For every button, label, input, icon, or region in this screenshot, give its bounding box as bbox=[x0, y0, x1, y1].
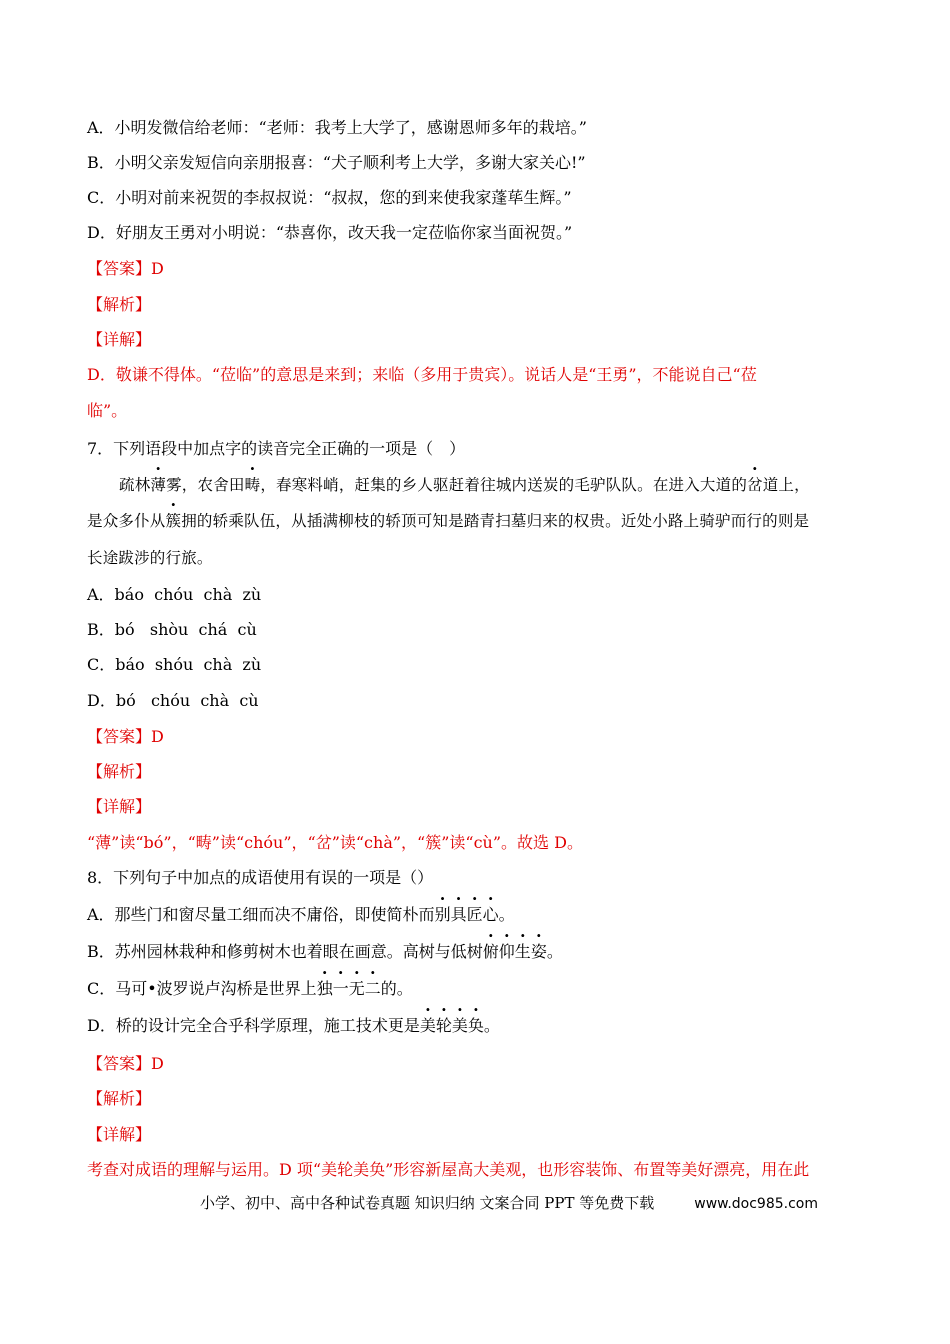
q8-detail: 【详解】 bbox=[87, 1125, 152, 1144]
dotted-char: 轮 bbox=[435, 1016, 452, 1035]
q8-stem: 8．下列句子中加点的成语使用有误的一项是（） bbox=[87, 868, 434, 887]
q7-option-d: D．bó chóu chà cù bbox=[87, 691, 259, 710]
dotted-char: 匠 bbox=[466, 905, 483, 924]
q6-answer: 【答案】D bbox=[87, 259, 164, 278]
dotted-char: 一 bbox=[332, 979, 349, 998]
q7-option-b: B．bó shòu chá cù bbox=[87, 620, 257, 639]
q7-dotted-char-chou: 畴 bbox=[244, 476, 261, 494]
q6-option-d: D．好朋友王勇对小明说：“恭喜你，改天我一定莅临你家当面祝贺。” bbox=[87, 223, 573, 242]
q7-answer: 【答案】D bbox=[87, 727, 164, 746]
q7-analysis: 【解析】 bbox=[87, 762, 152, 781]
q7-stem: 7．下列语段中加点字的读音完全正确的一项是（ ） bbox=[87, 439, 466, 458]
dotted-char: 具 bbox=[450, 905, 467, 924]
footer-url-link[interactable]: www.doc985.com bbox=[694, 1196, 819, 1212]
q7-detail: 【详解】 bbox=[87, 797, 152, 816]
q8-dotted-idiom-b bbox=[483, 942, 547, 961]
q6-explanation-line1: D．敬谦不得体。“莅临”的意思是来到；来临（多用于贵宾）。说话人是“王勇”，不能说自己“莅 bbox=[87, 365, 757, 384]
q8-dotted-idiom-a bbox=[435, 905, 499, 924]
q8-dotted-idiom-d bbox=[420, 1016, 484, 1035]
q6-analysis: 【解析】 bbox=[87, 295, 152, 314]
q6-option-c: C．小明对前来祝贺的李叔叔说：“叔叔，您的到来使我家蓬荜生辉。” bbox=[87, 188, 572, 207]
q8-explanation: 考查对成语的理解与运用。D 项“美轮美奂”形容新屋高大美观，也形容装饰、布置等美好漂亮，用在此 bbox=[87, 1160, 810, 1179]
q6-detail: 【详解】 bbox=[87, 330, 152, 349]
q6-explanation-line2: 临”。 bbox=[87, 401, 128, 420]
dotted-char: 生 bbox=[514, 942, 531, 961]
q8-option-c: C．马可•波罗说卢沟桥是世界上独一无二的。 bbox=[87, 979, 413, 998]
q6-option-b: B．小明父亲发短信向亲朋报喜：“犬子顺利考上大学，多谢大家关心!” bbox=[87, 153, 586, 172]
dotted-char: 俯 bbox=[482, 942, 499, 961]
footer-text: 小学、初中、高中各种试卷真题 知识归纳 文案合同 PPT 等免费下载 bbox=[200, 1194, 655, 1212]
q7-dotted-char-cha: 岔 bbox=[747, 476, 763, 494]
q6-option-a: A．小明发微信给老师：“老师：我考上大学了，感谢恩师多年的栽培。” bbox=[87, 118, 587, 137]
q8-answer: 【答案】D bbox=[87, 1054, 164, 1073]
q7-explanation: “薄”读“bó”，“畴”读“chóu”，“岔”读“chà”，“簇”读“cù”。故选 D。 bbox=[87, 833, 583, 852]
page-footer bbox=[200, 1192, 818, 1213]
dotted-char: 心 bbox=[482, 905, 499, 924]
dotted-char: 独 bbox=[316, 979, 333, 998]
dotted-char: 仰 bbox=[498, 942, 515, 961]
q8-option-b: B．苏州园林栽种和修剪树木也着眼在画意。高树与低树俯仰生姿。 bbox=[87, 942, 563, 961]
q7-option-c: C．báo shóu chà zù bbox=[87, 655, 262, 674]
q7-option-a: A．báo chóu chà zù bbox=[87, 585, 262, 604]
dotted-char: 二 bbox=[364, 979, 381, 998]
dotted-char: 别 bbox=[434, 905, 451, 924]
q7-dotted-char-cu: 簇 bbox=[165, 512, 182, 530]
q7-passage-line1: 疏林薄雾，农舍田畴，春寒料峭，赶集的乡人驱赶着往城内送炭的毛驴队队。在进入大道的岔道上， bbox=[119, 476, 810, 494]
dotted-char: 美 bbox=[451, 1016, 468, 1035]
dotted-char: 美 bbox=[419, 1016, 436, 1035]
q8-analysis: 【解析】 bbox=[87, 1089, 152, 1108]
q7-dotted-char-bao: 薄 bbox=[150, 476, 167, 494]
q8-option-d: D．桥的设计完全合乎科学原理，施工技术更是美轮美奂。 bbox=[87, 1016, 500, 1035]
q8-dotted-idiom-c bbox=[317, 979, 381, 998]
q8-option-a: A．那些门和窗尽量工细而决不庸俗，即使简朴而别具匠心。 bbox=[87, 905, 515, 924]
dotted-char: 奂 bbox=[467, 1016, 484, 1035]
q7-passage-line3: 长途跋涉的行旅。 bbox=[87, 549, 213, 567]
dotted-char: 姿 bbox=[530, 942, 547, 961]
q7-passage-line2: 是众多仆从簇拥的轿乘队伍，从插满柳枝的轿顶可知是踏青扫墓归来的权贵。近处小路上骑驴而行的则是 bbox=[87, 512, 810, 530]
dotted-char: 无 bbox=[348, 979, 365, 998]
